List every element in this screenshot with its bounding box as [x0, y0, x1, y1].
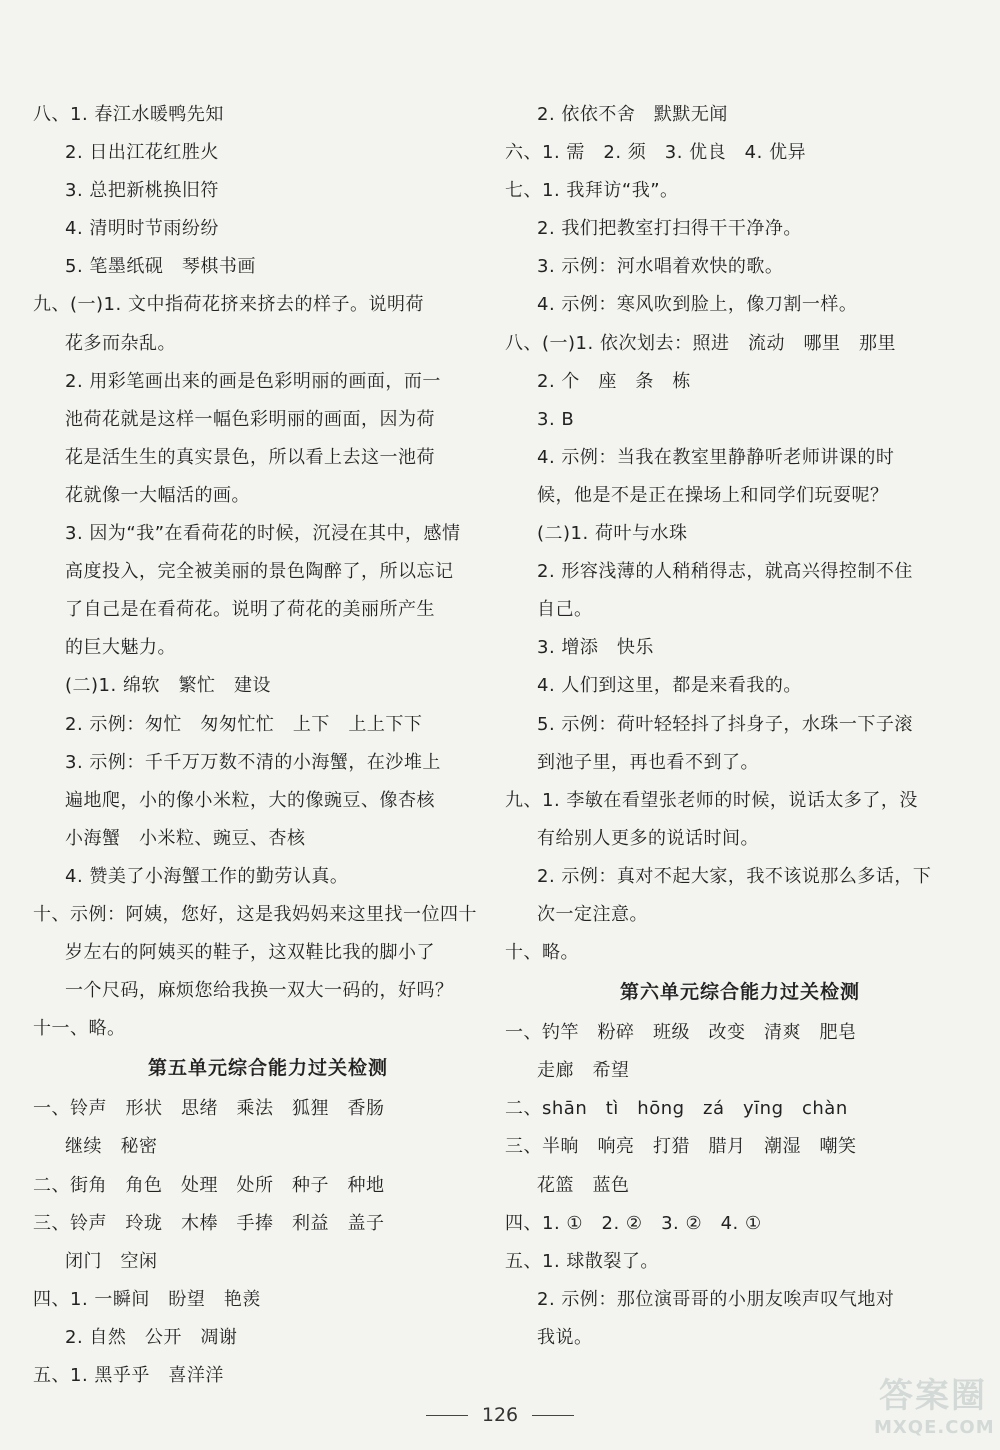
watermark-logo — [874, 1368, 995, 1448]
answer-line: 2. 依依不舍 默默无闻 — [537, 104, 728, 125]
answer-line: 2. 用彩笔画出来的画是色彩明丽的画面，而一 — [65, 370, 441, 392]
left-column — [33, 96, 503, 1395]
answer-line: 有给别人更多的说话时间。 — [537, 827, 759, 849]
answer-line: 三、铃声 玲珑 木棒 手捧 利益 盖子 — [33, 1212, 385, 1234]
answer-line: (二)1. 荷叶与水珠 — [537, 523, 688, 545]
answer-line: 2. 形容浅薄的人稍稍得志，就高兴得控制不住 — [537, 561, 913, 583]
answer-line: 5. 示例：荷叶轻轻抖了抖身子，水珠一下子滚 — [537, 713, 913, 735]
right-column — [505, 96, 975, 1357]
answer-line: 一个尺码，麻烦您给我换一双大一码的，好吗？ — [65, 980, 454, 1002]
answer-line: 4. 赞美了小海蟹工作的勤劳认真。 — [65, 865, 349, 887]
answer-line: 3. 示例：千千万万数不清的小海蟹，在沙堆上 — [65, 751, 441, 773]
answer-line: 我说。 — [537, 1326, 593, 1348]
answer-line: 候，他是不是正在操场上和同学们玩耍呢？ — [537, 484, 889, 506]
answer-line: 花是活生生的真实景色，所以看上去这一池荷 — [65, 446, 435, 468]
answer-line: 走廊 希望 — [537, 1060, 630, 1082]
answer-line: 花多而杂乱。 — [65, 332, 176, 354]
answer-line: (二)1. 绵软 繁忙 建设 — [65, 675, 271, 697]
answer-line: 2. 示例：真对不起大家，我不该说那么多话，下 — [537, 865, 932, 887]
answer-line: 二、shān tì hōng zá yīng chàn — [505, 1098, 848, 1120]
answer-line: 3. 示例：河水唱着欢快的歌。 — [537, 256, 784, 278]
answer-line: 3. 因为“我”在看荷花的时候，沉浸在其中，感情 — [65, 523, 461, 545]
answer-line: 4. 示例：寒风吹到脸上，像刀割一样。 — [537, 294, 858, 316]
answer-line: 4. 人们到这里，都是来看我的。 — [537, 675, 802, 697]
answer-line: 2. 日出江花红胜火 — [65, 142, 219, 164]
answer-line: 小海蟹 小米粒、豌豆、杏核 — [65, 827, 306, 849]
answer-line: 闭门 空闲 — [65, 1250, 158, 1272]
answer-line: 八、(一)1. 依次划去：照进 流动 哪里 那里 — [505, 332, 896, 354]
answer-line: 七、1. 我拜访“我”。 — [505, 180, 679, 202]
answer-line: 八、1. 春江水暖鸭先知 — [33, 104, 224, 125]
answer-line: 2. 示例：匆忙 匆匆忙忙 上下 上上下下 — [65, 713, 423, 735]
answer-line: 九、1. 李敏在看望张老师的时候，说话太多了，没 — [505, 789, 918, 811]
answer-line: 5. 笔墨纸砚 琴棋书画 — [65, 256, 256, 278]
answer-line: 3. 增添 快乐 — [537, 637, 654, 659]
answer-line: 的巨大魅力。 — [65, 637, 176, 659]
watermark-main: 答案圈 — [879, 1376, 987, 1416]
answer-line: 继续 秘密 — [65, 1136, 158, 1158]
answer-line: 十、略。 — [505, 942, 579, 964]
answer-line: 岁左右的阿姨买的鞋子，这双鞋比我的脚小了 — [65, 942, 435, 964]
answer-line: 2. 我们把教室打扫得干干净净。 — [537, 218, 802, 240]
answer-line: 三、半晌 响亮 打猎 腊月 潮湿 嘲笑 — [505, 1136, 857, 1158]
answer-line: 四、1. 一瞬间 盼望 艳羡 — [33, 1288, 261, 1310]
answer-line: 到池子里，再也看不到了。 — [537, 751, 759, 773]
answer-line: 遍地爬，小的像小米粒，大的像豌豆、像杏核 — [65, 789, 435, 811]
answer-line: 池荷花就是这样一幅色彩明丽的画面，因为荷 — [65, 408, 435, 430]
page-footer — [0, 1404, 1000, 1426]
answer-line: 十一、略。 — [33, 1018, 126, 1040]
answer-line: 3. 总把新桃换旧符 — [65, 180, 219, 202]
footer-dash-right — [532, 1415, 574, 1416]
section-heading: 第六单元综合能力过关检测 — [619, 981, 860, 1004]
answer-line: 四、1. ① 2. ② 3. ② 4. ① — [505, 1212, 762, 1234]
page-number: 126 — [481, 1404, 519, 1426]
answer-line: 次一定注意。 — [537, 903, 648, 925]
answer-line: 自己。 — [537, 599, 593, 621]
answer-line: 花就像一大幅活的画。 — [65, 484, 250, 506]
answer-line: 4. 示例：当我在教室里静静听老师讲课的时 — [537, 446, 895, 468]
footer-dash-left — [426, 1415, 468, 1416]
answer-line: 3. B — [537, 408, 575, 430]
answer-line: 高度投入，完全被美丽的景色陶醉了，所以忘记 — [65, 561, 454, 583]
answer-line: 五、1. 黑乎乎 喜洋洋 — [33, 1365, 224, 1386]
answer-line: 二、街角 角色 处理 处所 种子 种地 — [33, 1174, 385, 1196]
answer-line: 4. 清明时节雨纷纷 — [65, 218, 219, 240]
answer-line: 2. 个 座 条 栋 — [537, 370, 691, 392]
answer-line: 了自己是在看荷花。说明了荷花的美丽所产生 — [65, 599, 435, 621]
answer-line: 五、1. 球散裂了。 — [505, 1250, 659, 1272]
answer-line: 花篮 蓝色 — [537, 1174, 630, 1196]
section-heading: 第五单元综合能力过关检测 — [147, 1057, 388, 1080]
answer-line: 2. 自然 公开 凋谢 — [65, 1326, 238, 1348]
answer-line: 2. 示例：那位演哥哥的小朋友唉声叹气地对 — [537, 1288, 895, 1310]
answer-line: 一、铃声 形状 思绪 乘法 狐狸 香肠 — [33, 1098, 385, 1120]
answer-line: 六、1. 需 2. 须 3. 优良 4. 优异 — [505, 142, 807, 164]
watermark-sub: MXQE.COM — [874, 1417, 995, 1438]
answer-line: 十、示例：阿姨，您好，这是我妈妈来这里找一位四十 — [33, 903, 477, 925]
answer-line: 九、(一)1. 文中指荷花挤来挤去的样子。说明荷 — [33, 294, 424, 316]
answer-line: 一、钓竿 粉碎 班级 改变 清爽 肥皂 — [505, 1022, 857, 1044]
